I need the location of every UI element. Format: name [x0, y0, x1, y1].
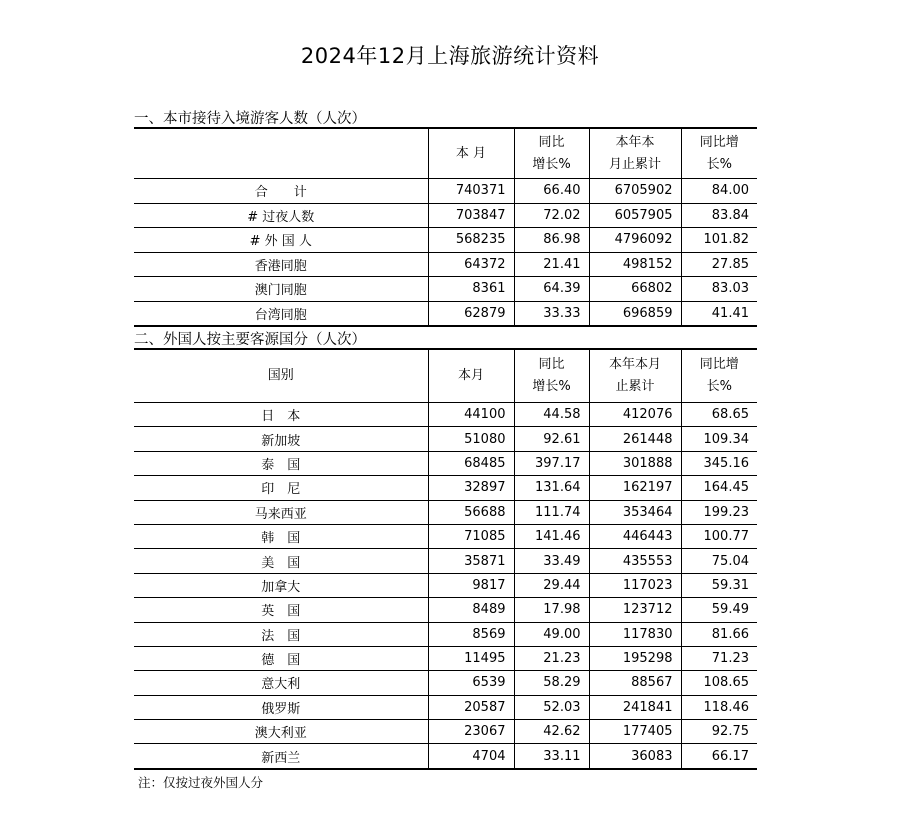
header-ytd-growth-line2: 长%: [706, 379, 732, 394]
table-cell: 68485: [428, 451, 514, 475]
table-cell: 109.34: [681, 427, 757, 451]
section2-heading: 二、外国人按主要客源国分（人次）: [134, 332, 366, 348]
header-yoy-growth: [514, 128, 589, 179]
header-this-month: 本 月: [428, 128, 514, 179]
row-label: 美 国: [134, 549, 428, 573]
table-cell: 68.65: [681, 403, 757, 427]
table-cell: 66802: [589, 277, 681, 302]
table-cell: 44100: [428, 403, 514, 427]
table-row: [134, 549, 757, 573]
table-cell: 412076: [589, 403, 681, 427]
row-label: 澳大利亚: [134, 720, 428, 744]
table-cell: 435553: [589, 549, 681, 573]
table-cell: 111.74: [514, 500, 589, 524]
table-header-row: [134, 128, 757, 179]
table-cell: 66.17: [681, 744, 757, 769]
header-ytd: [589, 349, 681, 403]
table-cell: 11495: [428, 646, 514, 670]
inbound-visitors-table: [134, 127, 757, 327]
table-cell: 101.82: [681, 228, 757, 253]
table-cell: 568235: [428, 228, 514, 253]
table-cell: 199.23: [681, 500, 757, 524]
table-cell: 498152: [589, 252, 681, 277]
row-label: 法 国: [134, 622, 428, 646]
table-cell: 21.23: [514, 646, 589, 670]
table-cell: 23067: [428, 720, 514, 744]
table-row: [134, 277, 757, 302]
footnote: 注：仅按过夜外国人分: [138, 775, 264, 790]
row-label: 泰 国: [134, 451, 428, 475]
header-category: [134, 128, 428, 179]
table-row: [134, 524, 757, 548]
header-yoy-growth-line1: 同比: [538, 134, 565, 150]
table-cell: 301888: [589, 451, 681, 475]
header-ytd-line2: 止累计: [615, 379, 655, 394]
row-label: 意大利: [134, 671, 428, 695]
table-cell: 4704: [428, 744, 514, 769]
header-ytd-growth-line2: 长%: [706, 156, 732, 172]
page-title: 2024年12月上海旅游统计资料: [300, 44, 600, 68]
row-label: 马来西亚: [134, 500, 428, 524]
row-label: # 外 国 人: [134, 228, 428, 253]
table-cell: 117830: [589, 622, 681, 646]
table-cell: 177405: [589, 720, 681, 744]
table-cell: 118.46: [681, 695, 757, 719]
table-row: [134, 646, 757, 670]
table-row: [134, 427, 757, 451]
row-label: 印 尼: [134, 476, 428, 500]
table-cell: 49.00: [514, 622, 589, 646]
row-label: 韩 国: [134, 524, 428, 548]
table-row: [134, 476, 757, 500]
table-cell: 117023: [589, 573, 681, 597]
row-label: 日 本: [134, 403, 428, 427]
table-cell: 397.17: [514, 451, 589, 475]
header-ytd-line1: 本年本: [615, 134, 655, 150]
row-label: 合 计: [134, 179, 428, 204]
table-cell: 71.23: [681, 646, 757, 670]
table-cell: 131.64: [514, 476, 589, 500]
table-cell: 6057905: [589, 203, 681, 228]
table-cell: 83.84: [681, 203, 757, 228]
table-cell: 88567: [589, 671, 681, 695]
table-row: [134, 179, 757, 204]
header-ytd-growth-line1: 同比增: [699, 134, 739, 150]
foreign-visitors-by-country-table: [134, 348, 757, 770]
table-row: [134, 252, 757, 277]
table-cell: 62879: [428, 301, 514, 326]
table-cell: 164.45: [681, 476, 757, 500]
header-ytd-growth: [681, 128, 757, 179]
table-header-row: [134, 349, 757, 403]
table-cell: 6539: [428, 671, 514, 695]
header-ytd: [589, 128, 681, 179]
row-label: 澳门同胞: [134, 277, 428, 302]
header-ytd-growth: [681, 349, 757, 403]
header-yoy-growth: [514, 349, 589, 403]
table-cell: 44.58: [514, 403, 589, 427]
row-label: 加拿大: [134, 573, 428, 597]
table-cell: 75.04: [681, 549, 757, 573]
table-cell: 4796092: [589, 228, 681, 253]
table-row: [134, 671, 757, 695]
table-cell: 32897: [428, 476, 514, 500]
table-cell: 696859: [589, 301, 681, 326]
row-label: 新西兰: [134, 744, 428, 769]
table-row: [134, 695, 757, 719]
table-cell: 51080: [428, 427, 514, 451]
table-cell: 100.77: [681, 524, 757, 548]
header-country: 国别: [134, 349, 428, 403]
section1-heading: 一、本市接待入境游客人数（人次）: [134, 111, 366, 127]
table-cell: 261448: [589, 427, 681, 451]
table-cell: 345.16: [681, 451, 757, 475]
table-cell: 84.00: [681, 179, 757, 204]
table-row: [134, 451, 757, 475]
row-label: 香港同胞: [134, 252, 428, 277]
row-label: 新加坡: [134, 427, 428, 451]
table-row: [134, 228, 757, 253]
table-cell: 241841: [589, 695, 681, 719]
header-yoy-growth-line1: 同比: [538, 357, 565, 372]
table-row: [134, 203, 757, 228]
table-cell: 33.11: [514, 744, 589, 769]
table-cell: 446443: [589, 524, 681, 548]
table-cell: 17.98: [514, 598, 589, 622]
header-this-month: 本月: [428, 349, 514, 403]
row-label: 台湾同胞: [134, 301, 428, 326]
table-row: [134, 744, 757, 769]
table-cell: 72.02: [514, 203, 589, 228]
table-row: [134, 403, 757, 427]
table-cell: 64372: [428, 252, 514, 277]
table-row: [134, 573, 757, 597]
table-cell: 29.44: [514, 573, 589, 597]
table-cell: 33.49: [514, 549, 589, 573]
table-cell: 21.41: [514, 252, 589, 277]
table-cell: 83.03: [681, 277, 757, 302]
table-cell: 8489: [428, 598, 514, 622]
row-label: # 过夜人数: [134, 203, 428, 228]
header-yoy-growth-line2: 增长%: [532, 156, 571, 172]
table-cell: 740371: [428, 179, 514, 204]
table-row: [134, 720, 757, 744]
table-cell: 92.75: [681, 720, 757, 744]
table-cell: 33.33: [514, 301, 589, 326]
table-row: [134, 598, 757, 622]
table-cell: 8569: [428, 622, 514, 646]
table-cell: 20587: [428, 695, 514, 719]
header-ytd-line1: 本年本月: [608, 357, 661, 372]
table-cell: 36083: [589, 744, 681, 769]
table-cell: 162197: [589, 476, 681, 500]
table-cell: 41.41: [681, 301, 757, 326]
table-row: [134, 500, 757, 524]
table-cell: 42.62: [514, 720, 589, 744]
table-cell: 86.98: [514, 228, 589, 253]
table-cell: 92.61: [514, 427, 589, 451]
table-cell: 141.46: [514, 524, 589, 548]
table-cell: 9817: [428, 573, 514, 597]
table-cell: 195298: [589, 646, 681, 670]
table-cell: 35871: [428, 549, 514, 573]
table-cell: 64.39: [514, 277, 589, 302]
row-label: 德 国: [134, 646, 428, 670]
table-cell: 56688: [428, 500, 514, 524]
header-ytd-growth-line1: 同比增: [699, 357, 739, 372]
table-cell: 71085: [428, 524, 514, 548]
table-cell: 52.03: [514, 695, 589, 719]
table-cell: 66.40: [514, 179, 589, 204]
row-label: 英 国: [134, 598, 428, 622]
table-cell: 81.66: [681, 622, 757, 646]
table-cell: 59.31: [681, 573, 757, 597]
table-row: [134, 301, 757, 326]
table-cell: 108.65: [681, 671, 757, 695]
header-ytd-line2: 月止累计: [608, 156, 661, 172]
row-label: 俄罗斯: [134, 695, 428, 719]
table-row: [134, 622, 757, 646]
table-cell: 123712: [589, 598, 681, 622]
table-cell: 703847: [428, 203, 514, 228]
header-yoy-growth-line2: 增长%: [532, 379, 571, 394]
table-cell: 8361: [428, 277, 514, 302]
table-cell: 353464: [589, 500, 681, 524]
table-cell: 59.49: [681, 598, 757, 622]
table-cell: 58.29: [514, 671, 589, 695]
table-cell: 27.85: [681, 252, 757, 277]
table-cell: 6705902: [589, 179, 681, 204]
